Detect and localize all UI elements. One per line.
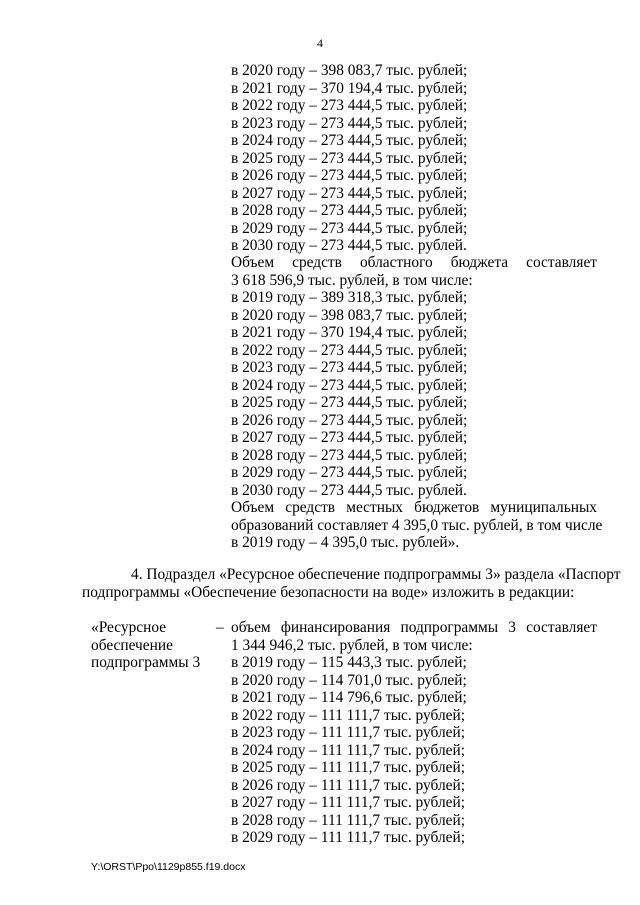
resource-label-line: «Ресурсное [91,619,167,636]
oblast-budget-heading: Объем средств областного бюджета составляет [231,254,597,271]
year-line: в 2022 году – 273 444,5 тыс. рублей; [231,97,468,114]
year-line: в 2025 году – 111 111,7 тыс. рублей; [231,759,466,776]
year-line: в 2030 году – 273 444,5 тыс. рублей. [231,481,467,499]
financing-section [231,619,597,847]
local-budget-section [231,499,603,552]
local-budget-total: образований составляет 4 395,0 тыс. рублей, в том числе [231,516,603,534]
year-line: в 2021 году – 370 194,4 тыс. рублей; [231,79,468,97]
local-budget-heading: Объем средств местных бюджетов муниципальных [231,499,597,516]
page-number: 4 [317,36,323,50]
year-line: в 2022 году – 273 444,5 тыс. рублей; [231,341,468,359]
section-4-line: подпрограммы «Обеспечение безопасности на воде» изложить в редакции: [82,583,575,601]
oblast-budget-total: 3 618 596,9 тыс. рублей, в том числе: [231,271,473,289]
year-line: в 2020 году – 398 083,7 тыс. рублей; [231,62,468,79]
year-line: в 2027 году – 273 444,5 тыс. рублей; [231,429,468,446]
year-line: в 2019 году – 389 318,3 тыс. рублей; [231,289,468,306]
year-line: в 2023 году – 273 444,5 тыс. рублей; [231,359,468,376]
oblast-budget-section [231,254,597,499]
section-4-line: 4. Подраздел «Ресурсное обеспечение подпрограммы 3» раздела «Паспорт [131,566,621,583]
year-line: в 2020 году – 398 083,7 тыс. рублей; [231,306,468,324]
year-line: в 2024 году – 273 444,5 тыс. рублей; [231,132,468,149]
yearly-list-total [231,62,601,255]
year-line: в 2023 году – 273 444,5 тыс. рублей; [231,114,468,132]
year-line: в 2027 году – 111 111,7 тыс. рублей; [231,794,466,811]
year-line: в 2021 году – 370 194,4 тыс. рублей; [231,324,468,341]
year-line: в 2025 году – 273 444,5 тыс. рублей; [231,394,468,411]
local-budget-year: в 2019 году – 4 395,0 тыс. рублей». [231,534,460,551]
resource-label [91,619,221,672]
year-line: в 2022 году – 111 111,7 тыс. рублей; [231,706,466,724]
financing-total: 1 344 946,2 тыс. рублей, в том числе: [231,636,473,654]
section-4-paragraph [82,566,621,601]
year-line: в 2025 году – 273 444,5 тыс. рублей; [231,149,468,167]
year-line: в 2030 году – 273 444,5 тыс. рублей. [231,237,467,254]
year-line: в 2029 году – 273 444,5 тыс. рублей; [231,219,468,237]
year-line: в 2028 году – 273 444,5 тыс. рублей; [231,446,468,464]
year-line: в 2026 году – 273 444,5 тыс. рублей; [231,411,468,429]
dash: – [216,619,224,636]
year-line: в 2028 году – 111 111,7 тыс. рублей; [231,811,466,829]
file-path-footer: Y:\ORST\Ppo\1129p855.f19.docx [91,861,246,873]
year-line: в 2029 году – 111 111,7 тыс. рублей; [231,829,466,846]
year-line: в 2021 году – 114 796,6 тыс. рублей; [231,689,467,706]
resource-label-line: подпрограммы 3 [91,654,201,671]
year-line: в 2029 году – 273 444,5 тыс. рублей; [231,464,468,481]
year-line: в 2023 году – 111 111,7 тыс. рублей; [231,724,466,741]
year-line: в 2020 году – 114 701,0 тыс. рублей; [231,671,467,689]
year-line: в 2028 году – 273 444,5 тыс. рублей; [231,202,468,219]
year-line: в 2026 году – 273 444,5 тыс. рублей; [231,167,468,184]
year-line: в 2024 году – 273 444,5 тыс. рублей; [231,376,468,394]
year-line: в 2024 году – 111 111,7 тыс. рублей; [231,741,466,759]
resource-label-line: обеспечение [91,636,173,654]
year-line: в 2026 году – 111 111,7 тыс. рублей; [231,776,466,794]
financing-heading: объем финансирования подпрограммы 3 составляет [231,619,597,636]
year-line: в 2027 году – 273 444,5 тыс. рублей; [231,184,468,202]
resource-dash [216,619,228,637]
year-line: в 2019 году – 115 443,3 тыс. рублей; [231,654,467,671]
